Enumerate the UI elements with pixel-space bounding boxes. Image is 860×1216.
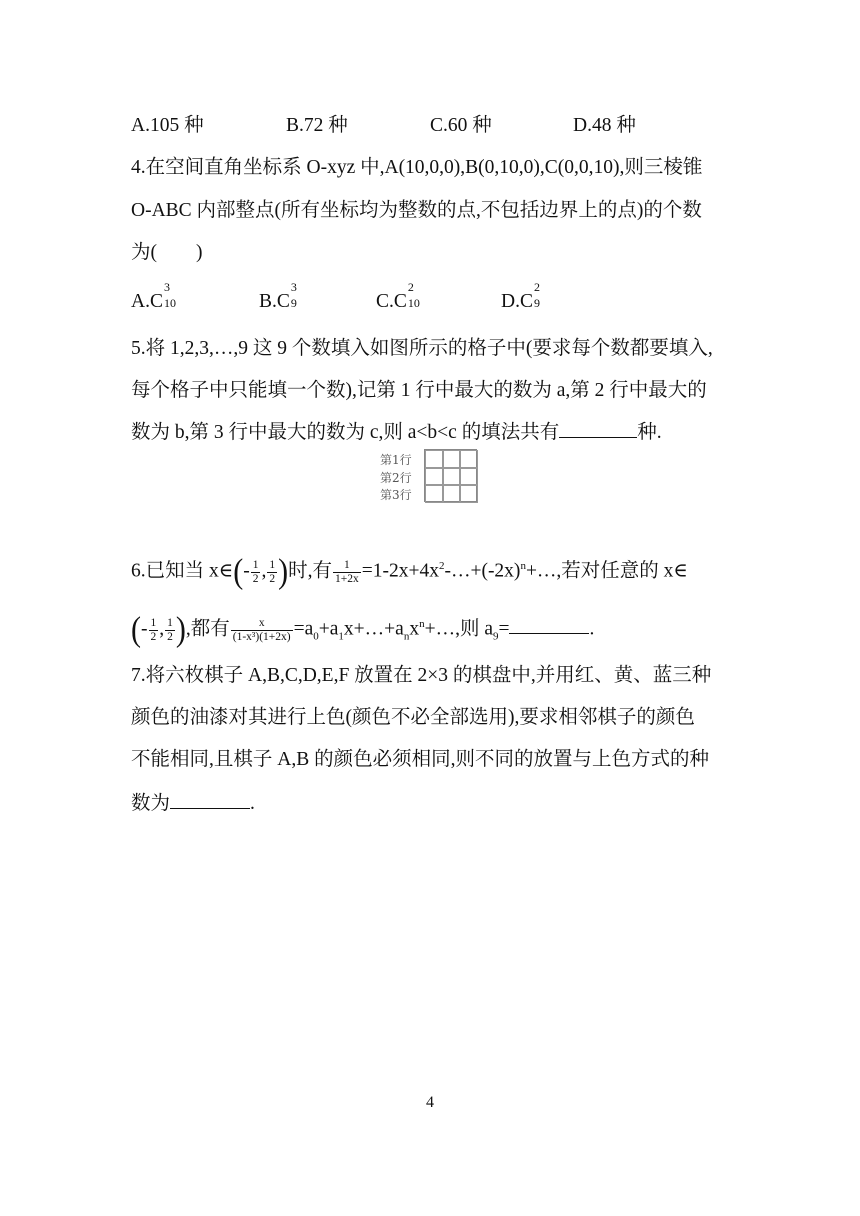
q4-option-a: A.C 3 10 <box>131 280 176 312</box>
left-paren: ( <box>131 610 141 649</box>
q5-line-1: 5.将 1,2,3,…,9 这 9 个数填入如图所示的格子中(要求每个数都要填入, <box>131 338 713 359</box>
right-paren: ) <box>175 610 186 649</box>
q3-option-c: C.60 种 <box>430 115 492 136</box>
q6-line-1: 6.已知当 x∈(- $\frac{1}{2}$ , $\frac{1}{2}$ )时,有 $\frac{1}{1+2x}$ $=1-2x+4x^2-\dots+(-2x)^n+\dots$,若对任意的 x∈ <box>131 552 688 591</box>
q7-line-1: 7.将六枚棋子 A,B,C,D,E,F 放置在 2×3 的棋盘中,并用红、黄、蓝三种 <box>131 665 712 686</box>
fraction: $\frac{1}{2}$ <box>167 616 173 643</box>
grid-cell <box>443 450 461 468</box>
grid-cell <box>460 450 478 468</box>
q4-line-1: 4.在空间直角坐标系 O-xyz 中,A(10,0,0),B(0,10,0),C(0,0,10),则三棱锥 <box>131 157 703 178</box>
grid-cell <box>460 468 478 486</box>
grid-cell <box>443 468 461 486</box>
grid-cell <box>443 485 461 503</box>
grid-cell <box>460 485 478 503</box>
grid-row-label-1: 第1行 <box>380 453 412 467</box>
q4-line-2: O-ABC 内部整点(所有坐标均为整数的点,不包括边界上的点)的个数 <box>131 200 702 221</box>
right-paren: ) <box>278 552 289 591</box>
q6-line-2: (- $\frac{1}{2}$ , $\frac{1}{2}$ ),都有 $\frac{x}{\text{(1-x³)(1+2x)}}$ $=a_0+a_1x+\dots+a_nx^n+\dots$,则 $a_9=$ . <box>131 610 595 649</box>
grid-cell <box>425 450 443 468</box>
grid-row-label-3: 第3行 <box>380 488 412 502</box>
q7-line-4: 数为 . <box>131 793 255 814</box>
fraction: $\frac{1}{2}$ <box>252 558 259 585</box>
q7-line-3: 不能相同,且棋子 A,B 的颜色必须相同,则不同的放置与上色方式的种 <box>131 749 709 770</box>
fraction: $\frac{1}{2}$ <box>150 616 157 643</box>
q5-line-3: 数为 b,第 3 行中最大的数为 c,则 a<b<c 的填法共有 种. <box>131 422 662 443</box>
answer-blank <box>509 617 589 634</box>
q4-option-c: C.C 2 10 <box>376 280 420 312</box>
page-number: 4 <box>426 1094 434 1111</box>
q7-line-2: 颜色的油漆对其进行上色(颜色不必全部选用),要求相邻棋子的颜色 <box>131 707 695 728</box>
grid-cell <box>425 468 443 486</box>
number-grid <box>424 449 477 502</box>
q4-option-d: D.C 2 9 <box>501 280 540 312</box>
q3-option-b: B.72 种 <box>286 115 348 136</box>
fraction: $\frac{x}{\text{(1-x³)(1+2x)}}$ <box>232 616 291 643</box>
q3-option-a: A.105 种 <box>131 115 204 136</box>
answer-blank <box>170 792 250 809</box>
q3-option-d: D.48 种 <box>573 115 636 136</box>
fraction: $\frac{1}{2}$ <box>269 558 276 585</box>
q4-option-b: B.C 3 9 <box>259 280 297 312</box>
grid-row-label-2: 第2行 <box>380 471 412 485</box>
grid-cell <box>425 485 443 503</box>
fraction: $\frac{1}{1+2x}$ <box>334 558 359 585</box>
q4-line-3: 为( ) <box>131 242 203 263</box>
answer-blank <box>559 421 637 438</box>
q5-line-2: 每个格子中只能填一个数),记第 1 行中最大的数为 a,第 2 行中最大的 <box>131 380 707 401</box>
left-paren: ( <box>233 552 244 591</box>
